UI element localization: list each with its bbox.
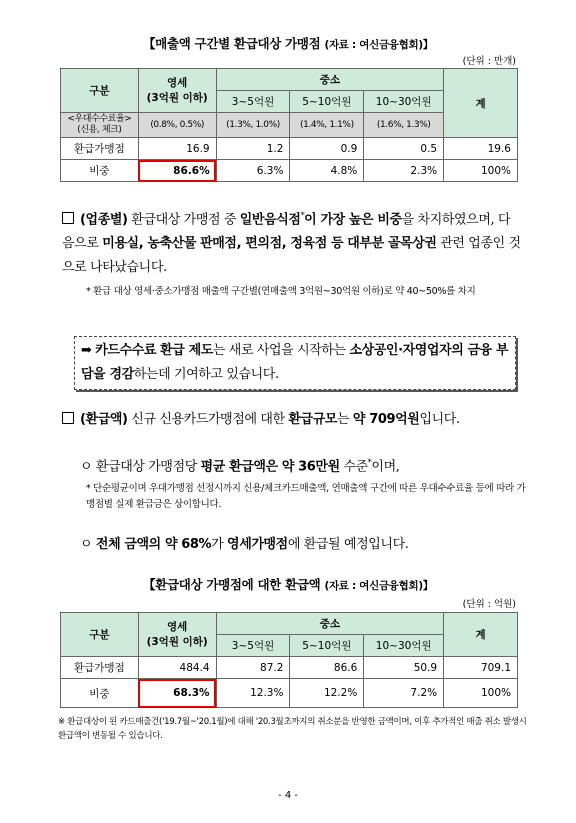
- paragraph-refund: [62, 408, 522, 432]
- t1-row1-cell: 0.5: [364, 138, 444, 160]
- bullet2-text: 에 환급될 예정입니다.: [287, 537, 409, 552]
- t1-head-total: 계: [444, 69, 518, 138]
- bullet1-text: 수준: [339, 459, 368, 475]
- t1-rate-3: (1.6%, 1.3%): [364, 113, 444, 138]
- table2-source: (자료 : 여신금융협회)】: [324, 580, 434, 592]
- para1-bold: 미용실, 농축산물 판매점, 편의점, 정육점 등 대부분 골목상권: [102, 236, 437, 252]
- bullet-mark-icon: ㅇ: [80, 459, 93, 475]
- t2-row1-cell: 50.9: [364, 657, 444, 679]
- table1-source: (자료 : 여신금융협회)】: [324, 39, 434, 51]
- t2-head-c2: 5~10억원: [290, 635, 364, 657]
- t1-row2-cell: 4.8%: [290, 160, 364, 182]
- t1-head-youngse: 영세 (3억원 이하): [138, 69, 216, 113]
- t1-row1-cell: 19.6: [444, 138, 518, 160]
- para2-head: (환급액): [80, 412, 128, 427]
- t1-row2-cell: 2.3%: [364, 160, 444, 182]
- t1-row2-cell: 100%: [444, 160, 518, 182]
- t1-rate-0: (0.8%, 0.5%): [138, 113, 216, 138]
- para1-head: (업종별): [80, 212, 128, 228]
- callout-text: 는 새로 사업을 시작하는: [212, 343, 350, 358]
- para1-text: 환급대상 가맹점 중: [127, 212, 240, 228]
- table1-unit: (단위 : 만개): [462, 56, 516, 67]
- para2-text: 신규 신용카드가맹점에 대한: [127, 412, 289, 427]
- bullet2-bold: 영세가맹점: [227, 537, 288, 552]
- t1-row1-cell: 16.9: [138, 138, 216, 160]
- table2-unit: (단위 : 억원): [462, 599, 516, 610]
- bullet1-bold: 평균 환급액은 약 36만원: [200, 459, 340, 475]
- t2-row1-cell: 86.6: [290, 657, 364, 679]
- t2-head-gubun: 구분: [61, 613, 139, 657]
- t1-row1-cell: 0.9: [290, 138, 364, 160]
- bullet1-text: 이며,: [371, 459, 400, 475]
- t1-row2-highlight: 86.6%: [138, 160, 216, 182]
- callout-bold: 소상공인·자영업자의 금융 부담을 경감: [81, 343, 509, 382]
- table1-title: [0, 34, 576, 52]
- t1-head-jungso: 중소: [216, 69, 444, 91]
- t1-row2-label: 비중: [61, 160, 139, 182]
- para2-text: 는: [337, 412, 353, 427]
- table1: [60, 68, 518, 182]
- t1-rate-label: <우대수수료율> (신용, 체크): [61, 113, 139, 138]
- t2-head-c1: 3~5억원: [216, 635, 290, 657]
- para1-bold: 일반음식점: [239, 212, 301, 228]
- t1-head-c3: 10~30억원: [364, 91, 444, 113]
- t2-head-c3: 10~30억원: [364, 635, 444, 657]
- paragraph-industry: [62, 204, 522, 280]
- table1-title-text: 【매출액 구간별 환급대상 가맹점: [142, 36, 321, 51]
- t2-row2-highlight: 68.3%: [138, 679, 216, 708]
- bullet-mark-icon: ㅇ: [80, 537, 93, 552]
- bullet-average: [80, 452, 526, 478]
- t1-row2-cell: 6.3%: [216, 160, 290, 182]
- t2-row1-cell: 709.1: [444, 657, 518, 679]
- para1-bold: 이 가장 높은 비중: [304, 212, 402, 228]
- t2-head-youngse: 영세 (3억원 이하): [138, 613, 216, 657]
- arrow-right-icon: ➡: [81, 343, 92, 358]
- t1-row1-cell: 1.2: [216, 138, 290, 160]
- t1-rate-1: (1.3%, 1.0%): [216, 113, 290, 138]
- bullet-share: [80, 534, 526, 556]
- t1-head-c2: 5~10억원: [290, 91, 364, 113]
- callout-bold: 카드수수료 환급 제도: [95, 343, 213, 358]
- note-average: * 단순평균이며 우대가맹점 선정시까지 신용/체크카드매출액, 연매출액 구간에 따른 우대수수료율 등에 따라 가맹점별 실제 환급금은 상이합니다.: [86, 483, 526, 510]
- t2-row2-label: 비중: [61, 679, 139, 708]
- t2-row2-cell: 12.3%: [216, 679, 290, 708]
- t2-row2-cell: 100%: [444, 679, 518, 708]
- t2-row2-cell: 7.2%: [364, 679, 444, 708]
- para1-text: 관련 업종인 것으로 나타났습니다.: [62, 236, 521, 276]
- t2-row1-label: 환급가맹점: [61, 657, 139, 679]
- para1-text: 을 차지하였으며, 다음으로: [62, 212, 511, 252]
- t2-head-jungso: 중소: [216, 613, 444, 635]
- table2-title-text: 【환급대상 가맹점에 대한 환급액: [142, 577, 321, 592]
- callout-box: [74, 336, 516, 390]
- note-industry: * 환급 대상 영세·중소가맹점 매출액 구간별(연매출액 3억원~30억원 이하)로 약 40~50%를 차지: [86, 286, 476, 297]
- para2-text: 입니다.: [419, 412, 460, 427]
- bullet1-sup: *: [367, 458, 372, 467]
- t1-head-gubun: 구분: [61, 69, 139, 113]
- para2-bold: 약 709억원: [352, 412, 420, 427]
- t1-row1-label: 환급가맹점: [61, 138, 139, 160]
- footnote: ※ 환급대상이 된 카드매출건('19.7월~'20.1월)에 대해 '20.3월초까지의 취소분을 반영한 금액이며, 이후 추가적인 매출 취소 발생시 환급액이 변동될 수 있습니다.: [58, 717, 527, 741]
- callout-text: 하는데 기여하고 있습니다.: [133, 367, 279, 382]
- bullet2-bold: 전체 금액의 약 68%: [95, 537, 212, 552]
- bullet1-text: 환급대상 가맹점당: [95, 459, 201, 475]
- para2-bold: 환급규모: [288, 412, 338, 427]
- checkbox-square-icon: [62, 212, 74, 224]
- t2-row1-cell: 484.4: [138, 657, 216, 679]
- checkbox-square-icon: [62, 412, 74, 424]
- table2: [60, 612, 518, 708]
- t2-row1-cell: 87.2: [216, 657, 290, 679]
- page-number: - 4 -: [278, 790, 298, 801]
- t2-row2-cell: 12.2%: [290, 679, 364, 708]
- table2-title: [0, 575, 576, 593]
- para1-sup: *: [300, 211, 305, 220]
- t1-head-c1: 3~5억원: [216, 91, 290, 113]
- t2-head-total: 계: [444, 613, 518, 657]
- bullet2-text: 가: [211, 537, 228, 552]
- t1-rate-2: (1.4%, 1.1%): [290, 113, 364, 138]
